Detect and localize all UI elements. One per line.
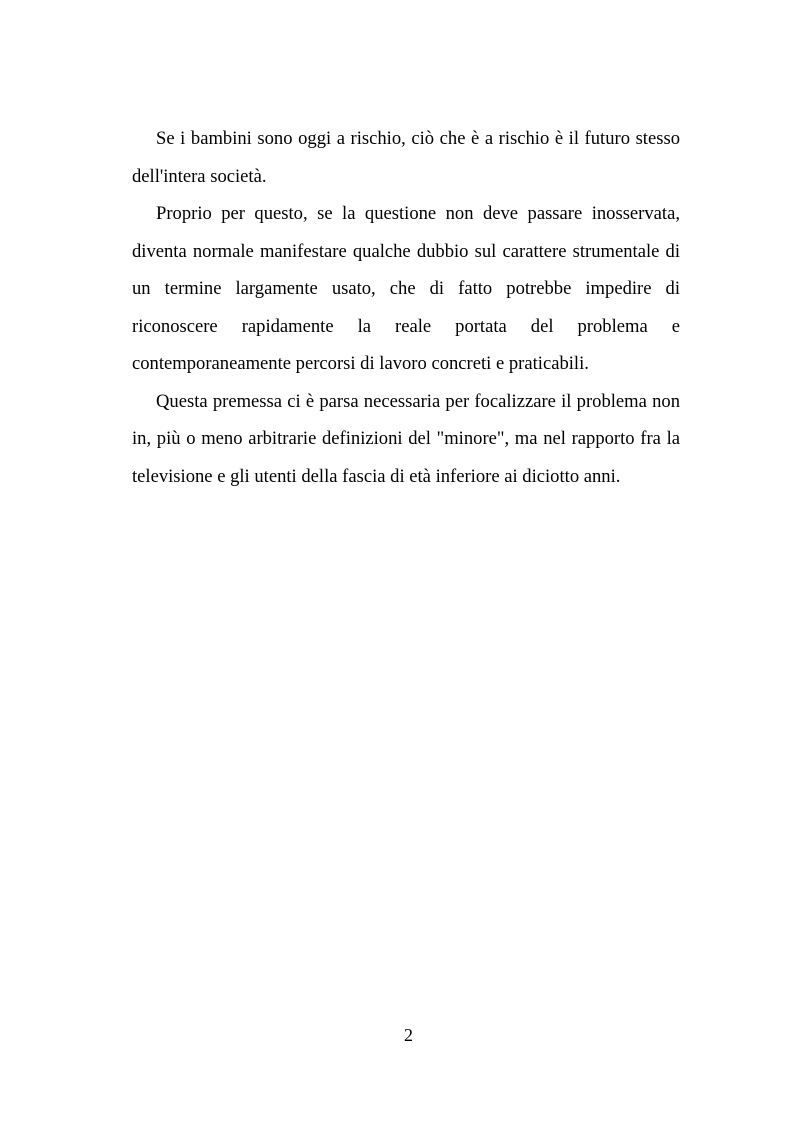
page-number: 2 xyxy=(404,1025,413,1045)
paragraph-3: Questa premessa ci è parsa necessaria per focalizzare il problema non in, più o meno arbitrarie definizioni del "minore", ma nel rapporto fra la televisione e gli utenti della fascia di età inferiore ai diciotto anni. xyxy=(132,390,680,487)
body-text xyxy=(132,120,680,495)
paragraph-2: Proprio per questo, se la questione non deve passare inosservata, diventa normale manifestare qualche dubbio sul carattere strumentale di un termine largamente usato, che di fatto potrebbe impedire di riconoscere rapidamente la reale portata del problema e contemporaneamente percorsi di lavoro concreti e praticabili. xyxy=(132,203,680,374)
paragraph-1: Se i bambini sono oggi a rischio, ciò che è a rischio è il futuro stesso dell'intera società. xyxy=(132,128,680,187)
